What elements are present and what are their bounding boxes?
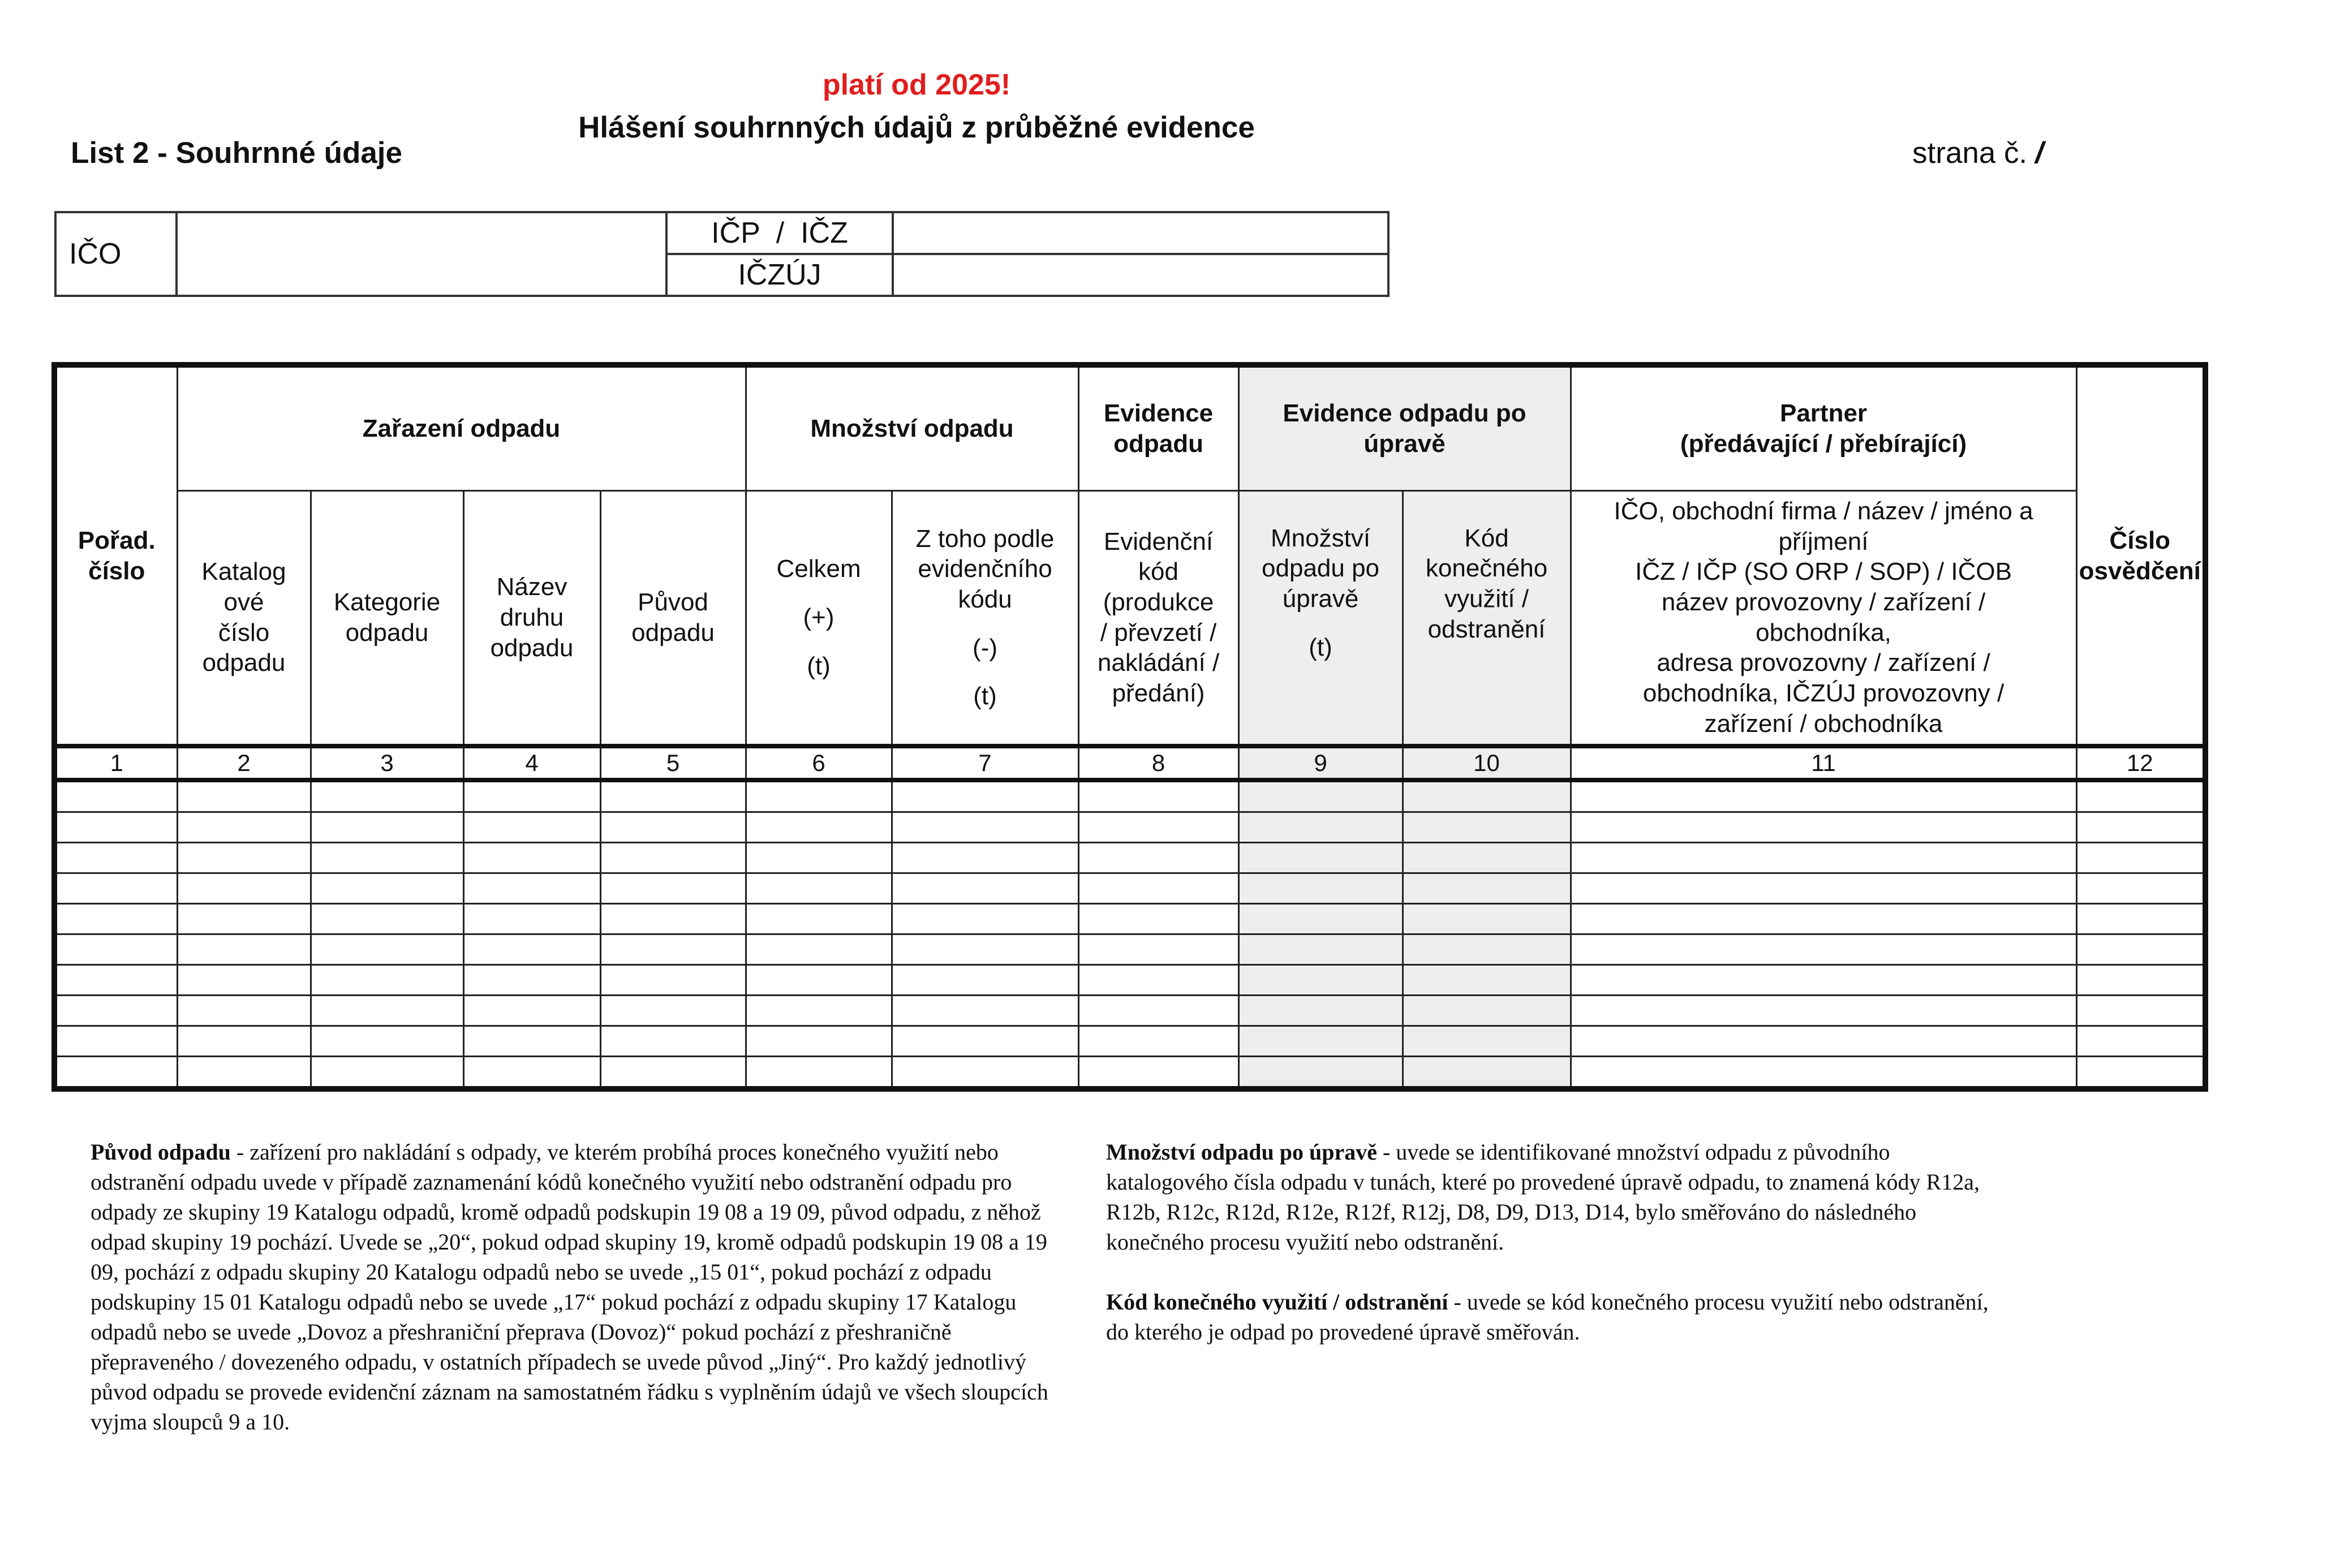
- identification-table: [54, 211, 1390, 297]
- page-number: [1912, 136, 2044, 170]
- validity-notice: platí od 2025!: [822, 68, 1011, 101]
- header-partner-details: IČO, obchodní firma / název / jméno a příjmení IČZ / IČP (SO ORP / SOP) / IČOB název provozovny / zařízení / obchodníka, adresa provozovny / zařízení / obchodníka, IČZÚJ provozovny / zařízení / obchodníka: [1571, 490, 2076, 746]
- table-cell[interactable]: [746, 1057, 892, 1089]
- table-cell[interactable]: [54, 873, 177, 904]
- table-cell[interactable]: [600, 996, 746, 1026]
- table-cell[interactable]: [311, 1026, 463, 1057]
- table-cell[interactable]: [1403, 904, 1571, 934]
- table-cell[interactable]: [54, 843, 177, 873]
- table-cell[interactable]: [1078, 812, 1238, 843]
- table-cell[interactable]: [600, 965, 746, 996]
- table-row: [54, 1057, 2205, 1089]
- table-cell[interactable]: [600, 843, 746, 873]
- table-cell[interactable]: [746, 873, 892, 904]
- table-cell[interactable]: [746, 996, 892, 1026]
- table-cell[interactable]: [2076, 780, 2205, 812]
- table-cell[interactable]: [1403, 780, 1571, 812]
- table-row: [54, 904, 2205, 934]
- iczuj-label: IČZÚJ: [666, 254, 893, 296]
- header-certificate-number: Číslo osvědčení: [2076, 365, 2205, 746]
- table-cell[interactable]: [892, 934, 1078, 965]
- note-waste-origin: [91, 1137, 1052, 1437]
- table-cell[interactable]: [1403, 873, 1571, 904]
- table-cell[interactable]: [1571, 1057, 2076, 1089]
- table-row: [54, 934, 2205, 965]
- table-cell[interactable]: [1403, 843, 1571, 873]
- table-cell[interactable]: [746, 1026, 892, 1057]
- header-waste-category: Kategorie odpadu: [311, 490, 463, 746]
- table-row: [54, 780, 2205, 812]
- header-partner: Partner (předávající / přebírající): [1571, 365, 2076, 490]
- column-number: 5: [600, 746, 746, 780]
- table-cell[interactable]: [2076, 843, 2205, 873]
- header-waste-origin: Původ odpadu: [600, 490, 746, 746]
- table-cell[interactable]: [463, 904, 600, 934]
- table-cell[interactable]: [600, 780, 746, 812]
- table-cell[interactable]: [1403, 965, 1571, 996]
- table-cell[interactable]: [1571, 965, 2076, 996]
- table-cell[interactable]: [54, 996, 177, 1026]
- header-final-recovery-code: Kód konečného využití / odstranění: [1403, 490, 1571, 746]
- table-cell[interactable]: [746, 843, 892, 873]
- note-text: - zařízení pro nakládání s odpady, ve kterém probíhá proces konečného využití nebo odstranění odpadu uvede v případě zaznamenání kódů konečného využití nebo odstranění odpadu pro odpady ze skupiny 19 Katalogu odpadů, kromě odpadů podskupin 19 08 a 19 09, původ odpadu, z něhož odpad skupiny 19 pochází. Uvede se „20“, pokud odpad skupiny 19, kromě odpadů podskupin 19 08 a 19 09, pochází z odpadu skupiny 20 Katalogu odpadů nebo se uvede „15 01“, pokud pochází z odpadu podskupiny 15 01 Katalogu odpadů nebo se uvede „17“ pokud pochází z odpadu skupiny 17 Katalogu odpadů nebo se uvede „Dovoz a přeshraniční přeprava (Dovoz)“ pokud pochází z přeshraničně přepraveného / dovezeného odpadu, v ostatních případech se uvede původ „Jiný“. Pro každý jednotlivý původ odpadu se provede evidenční záznam na samostatném řádku s vyplněním údajů ve všech sloupcích vyjma sloupců 9 a 10.: [91, 1139, 1048, 1435]
- table-cell[interactable]: [600, 812, 746, 843]
- table-cell[interactable]: [1571, 873, 2076, 904]
- table-cell[interactable]: [1078, 780, 1238, 812]
- table-cell[interactable]: [1571, 812, 2076, 843]
- table-cell[interactable]: [1571, 934, 2076, 965]
- table-cell[interactable]: [746, 904, 892, 934]
- table-cell[interactable]: [1238, 904, 1403, 934]
- table-cell[interactable]: [311, 812, 463, 843]
- table-cell[interactable]: [1571, 780, 2076, 812]
- table-cell[interactable]: [1078, 934, 1238, 965]
- sheet-label: List 2 - Souhrnné údaje: [71, 136, 403, 170]
- note-text: - uvede se kód konečného procesu využití nebo odstranění, do kterého je odpad po provedené úpravě směřován.: [1106, 1289, 1989, 1345]
- table-cell[interactable]: [1403, 1057, 1571, 1089]
- icp-icz-label: IČP / IČZ: [666, 212, 893, 254]
- note-term: Kód konečného využití / odstranění: [1106, 1289, 1448, 1315]
- notes-right-column: [1106, 1137, 1989, 1347]
- header-catalog-number: Katalog ové číslo odpadu: [177, 490, 311, 746]
- column-number: 6: [746, 746, 892, 780]
- note-term: Množství odpadu po úpravě: [1106, 1139, 1377, 1165]
- table-cell[interactable]: [177, 843, 311, 873]
- table-cell[interactable]: [1078, 1057, 1238, 1089]
- table-cell[interactable]: [600, 934, 746, 965]
- table-cell[interactable]: [2076, 1026, 2205, 1057]
- table-cell[interactable]: [892, 843, 1078, 873]
- header-evidence-code: Evidenční kód (produkce / převzetí / nakládání / předání): [1078, 490, 1238, 746]
- table-cell[interactable]: [600, 904, 746, 934]
- table-cell[interactable]: [1238, 1057, 1403, 1089]
- table-cell[interactable]: [54, 1026, 177, 1057]
- table-cell[interactable]: [1078, 843, 1238, 873]
- column-number: 7: [892, 746, 1078, 780]
- table-cell[interactable]: [311, 904, 463, 934]
- table-cell[interactable]: [463, 780, 600, 812]
- table-cell[interactable]: [1571, 843, 2076, 873]
- table-cell[interactable]: [1571, 996, 2076, 1026]
- table-row: [54, 996, 2205, 1026]
- table-cell[interactable]: [892, 1026, 1078, 1057]
- table-cell[interactable]: [463, 812, 600, 843]
- table-cell[interactable]: [892, 812, 1078, 843]
- table-cell[interactable]: [54, 780, 177, 812]
- table-cell[interactable]: [1238, 873, 1403, 904]
- table-row: [54, 965, 2205, 996]
- table-cell[interactable]: [177, 1026, 311, 1057]
- table-cell[interactable]: [311, 934, 463, 965]
- table-cell[interactable]: [1403, 934, 1571, 965]
- waste-summary-table: [51, 362, 2208, 1092]
- table-cell[interactable]: [463, 873, 600, 904]
- table-cell[interactable]: [311, 996, 463, 1026]
- header-waste-quantity: Množství odpadu: [746, 365, 1078, 490]
- table-cell[interactable]: [54, 812, 177, 843]
- table-cell[interactable]: [177, 996, 311, 1026]
- icp-icz-field[interactable]: [893, 212, 1388, 254]
- table-row: [54, 843, 2205, 873]
- table-cell[interactable]: [1238, 934, 1403, 965]
- table-cell[interactable]: [1238, 965, 1403, 996]
- table-cell[interactable]: [600, 1026, 746, 1057]
- table-cell[interactable]: [2076, 996, 2205, 1026]
- table-cell[interactable]: [463, 1026, 600, 1057]
- table-cell[interactable]: [746, 780, 892, 812]
- column-number: 2: [177, 746, 311, 780]
- table-cell[interactable]: [2076, 965, 2205, 996]
- column-number: 8: [1078, 746, 1238, 780]
- note-text: - uvede se identifikované množství odpadu z původního katalogového čísla odpadu v tunách, které po provedené úpravě odpadu, to znamená kódy R12a, R12b, R12c, R12d, R12e, R12f, R12j, D8, D9, D13, D14, bylo směřováno do následného konečného procesu využití nebo odstranění.: [1106, 1139, 1980, 1255]
- table-cell[interactable]: [1238, 812, 1403, 843]
- column-number: 9: [1238, 746, 1403, 780]
- table-cell[interactable]: [1571, 904, 2076, 934]
- table-cell[interactable]: [311, 1057, 463, 1089]
- header-total: Celkem (+) (t): [746, 490, 892, 746]
- table-cell[interactable]: [54, 1057, 177, 1089]
- table-cell[interactable]: [746, 934, 892, 965]
- note-term: Původ odpadu: [91, 1139, 231, 1165]
- table-cell[interactable]: [54, 934, 177, 965]
- table-cell[interactable]: [1078, 965, 1238, 996]
- table-cell[interactable]: [177, 934, 311, 965]
- table-cell[interactable]: [311, 873, 463, 904]
- column-number: 3: [311, 746, 463, 780]
- table-cell[interactable]: [1078, 873, 1238, 904]
- table-cell[interactable]: [311, 843, 463, 873]
- table-cell[interactable]: [2076, 1057, 2205, 1089]
- table-cell[interactable]: [1403, 812, 1571, 843]
- table-cell[interactable]: [892, 996, 1078, 1026]
- header-evidence-after-treatment: Evidence odpadu po úpravě: [1238, 365, 1571, 490]
- table-cell[interactable]: [892, 780, 1078, 812]
- iczuj-field[interactable]: [893, 254, 1388, 296]
- header-waste-type-name: Název druhu odpadu: [463, 490, 600, 746]
- column-number-row: [54, 746, 2205, 780]
- table-cell[interactable]: [177, 873, 311, 904]
- column-number: 11: [1571, 746, 2076, 780]
- table-cell[interactable]: [600, 1057, 746, 1089]
- table-cell[interactable]: [746, 812, 892, 843]
- table-cell[interactable]: [177, 1057, 311, 1089]
- table-cell[interactable]: [1403, 996, 1571, 1026]
- table-cell[interactable]: [1238, 1026, 1403, 1057]
- note-final-recovery-code: [1106, 1287, 1989, 1347]
- table-cell[interactable]: [1078, 904, 1238, 934]
- table-cell[interactable]: [2076, 812, 2205, 843]
- table-cell[interactable]: [2076, 904, 2205, 934]
- table-cell[interactable]: [177, 904, 311, 934]
- header-of-which-by-code: Z toho podle evidenčního kódu (-) (t): [892, 490, 1078, 746]
- table-row: [54, 1026, 2205, 1057]
- data-rows: [54, 780, 2205, 1089]
- table-cell[interactable]: [600, 873, 746, 904]
- table-cell[interactable]: [463, 843, 600, 873]
- page-separator: /: [2035, 136, 2044, 170]
- table-cell[interactable]: [1078, 1026, 1238, 1057]
- table-cell[interactable]: [1238, 843, 1403, 873]
- table-row: [54, 812, 2205, 843]
- ico-field[interactable]: [177, 212, 666, 296]
- table-cell[interactable]: [892, 904, 1078, 934]
- column-number: 10: [1403, 746, 1571, 780]
- column-number: 4: [463, 746, 600, 780]
- table-cell[interactable]: [177, 812, 311, 843]
- table-cell[interactable]: [1403, 1026, 1571, 1057]
- table-cell[interactable]: [1238, 780, 1403, 812]
- column-number: 1: [54, 746, 177, 780]
- table-cell[interactable]: [463, 934, 600, 965]
- header-waste-classification: Zařazení odpadu: [177, 365, 746, 490]
- table-row: [54, 873, 2205, 904]
- table-cell[interactable]: [892, 965, 1078, 996]
- ico-label: IČO: [55, 212, 177, 296]
- table-cell[interactable]: [463, 996, 600, 1026]
- table-cell[interactable]: [2076, 934, 2205, 965]
- table-cell[interactable]: [311, 780, 463, 812]
- table-cell[interactable]: [311, 965, 463, 996]
- header-quantity-after-treatment: Množství odpadu po úpravě (t): [1238, 490, 1403, 746]
- table-cell[interactable]: [177, 965, 311, 996]
- table-cell[interactable]: [54, 965, 177, 996]
- table-cell[interactable]: [54, 904, 177, 934]
- table-cell[interactable]: [1571, 1026, 2076, 1057]
- table-cell[interactable]: [463, 965, 600, 996]
- table-cell[interactable]: [1078, 996, 1238, 1026]
- page-label: strana č.: [1912, 136, 2028, 170]
- table-cell[interactable]: [463, 1057, 600, 1089]
- document-title: Hlášení souhrnných údajů z průběžné evidence: [578, 111, 1255, 144]
- header-waste-evidence: Evidence odpadu: [1078, 365, 1238, 490]
- table-cell[interactable]: [892, 873, 1078, 904]
- table-cell[interactable]: [2076, 873, 2205, 904]
- header-order-number: Pořad. číslo: [54, 365, 177, 746]
- table-cell[interactable]: [746, 965, 892, 996]
- note-quantity-after-treatment: [1106, 1137, 1989, 1257]
- column-number: 12: [2076, 746, 2205, 780]
- table-cell[interactable]: [892, 1057, 1078, 1089]
- table-cell[interactable]: [1238, 996, 1403, 1026]
- table-cell[interactable]: [177, 780, 311, 812]
